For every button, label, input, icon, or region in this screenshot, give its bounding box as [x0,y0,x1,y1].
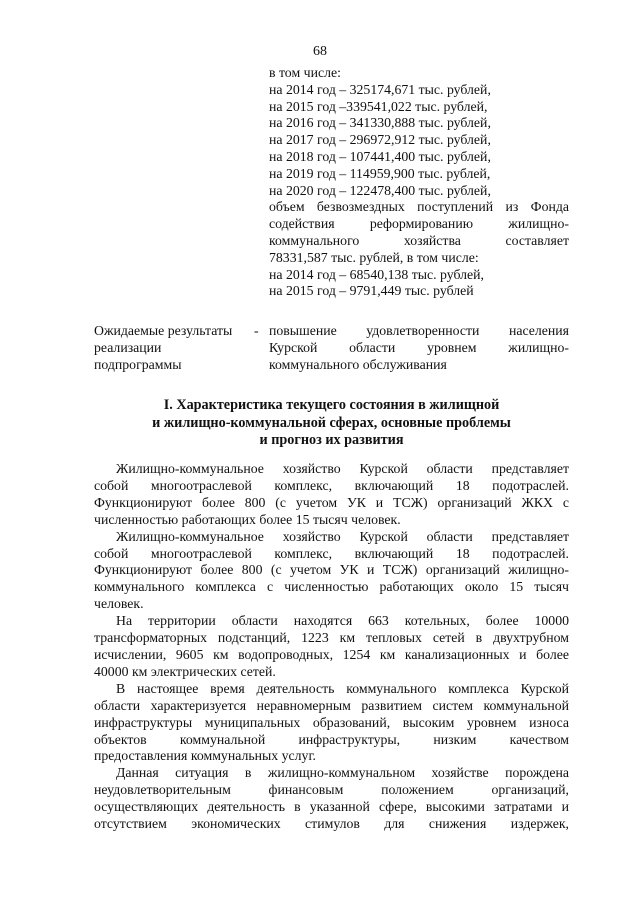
paragraph-line: отсутствием экономических стимулов для снижения издержек, [94,816,569,832]
paragraph [94,681,569,766]
paragraph [94,529,569,614]
funding-line-2018: на 2018 год – 107441,400 тыс. рублей, [269,148,491,164]
value-line: коммунального обслуживания [269,356,447,372]
fund-text-line: содействия реформированию жилищно- [269,216,569,232]
fund-line-2014: на 2014 год – 68540,138 тыс. рублей, [269,266,484,282]
paragraph-line: области характеризуется неравномерным развитием систем коммунальной [94,697,569,713]
paragraph-line: Жилищно-коммунальное хозяйство Курской области представляет [116,528,569,544]
heading-line: I. Характеристика текущего состояния в жилищной [163,397,500,413]
paragraph-line: предоставления коммунальных услуг. [94,748,316,764]
expected-results-label [94,323,264,373]
paragraph-line: 40000 км электрических сетей. [94,663,276,679]
funding-line: в том числе: [269,65,341,80]
paragraph-line: В настоящее время деятельность коммунального комплекса Курской [116,680,569,696]
paragraph-line: Жилищно-коммунальное хозяйство Курской области представляет [116,461,569,476]
paragraph-line: коммунального комплекса с численностью работающих около 15 тысяч [94,579,569,595]
fund-text-line: объем безвозмездных поступлений из Фонда [269,199,569,215]
funding-line-2016: на 2016 год – 341330,888 тыс. рублей, [269,115,491,131]
funding-line-2020: на 2020 год – 122478,400 тыс. рублей, [269,182,491,198]
label-line: подпрограммы [94,356,182,372]
paragraph [94,613,569,681]
paragraph-line: численностью работающих более 15 тысяч человек. [94,511,401,527]
body-text [94,461,569,833]
value-line: повышение удовлетворенности населения [269,323,569,338]
fund-text-line: коммунального хозяйства составляет [269,232,569,248]
paragraph [94,765,569,833]
paragraph-line: собой многоотраслевой комплекс, включающий 18 подотраслей. [94,545,569,561]
funding-line-2019: на 2019 год – 114959,900 тыс. рублей, [269,165,491,181]
paragraph-line: На территории области находятся 663 котельных, более 10000 [116,613,569,629]
expected-results-value [269,323,569,373]
section-heading [94,397,569,450]
paragraph-line: Функционируют более 800 (с учетом УК и ТСЖ) организаций жилищно- [94,562,569,578]
paragraph-line: человек. [94,596,144,612]
paragraph-line: инфраструктуры муниципальных образований, высоким уровнем износа [94,714,569,730]
funding-line-2014: на 2014 год – 325174,671 тыс. рублей, [269,81,491,97]
paragraph-line: исчислении, 9605 км водопроводных, 1254 км канализационных и более [94,646,569,662]
page-number: 68 [313,44,327,59]
value-line: Курской области уровнем жилищно- [269,339,569,355]
paragraph-line: объектов коммунальной инфраструктуры, низким качеством [94,731,569,747]
funding-line-2015: на 2015 год –339541,022 тыс. рублей, [269,98,488,114]
paragraph [94,461,569,529]
label-dash: - [254,323,259,338]
paragraph-line: Функционируют более 800 (с учетом УК и ТСЖ) организаций ЖКХ с [94,494,569,510]
paragraph-line: осуществляющих деятельность в указанной сфере, высокими затратами и [94,799,569,815]
fund-line-2015: на 2015 год – 9791,449 тыс. рублей [269,283,474,299]
label-line: Ожидаемые результаты [94,323,233,338]
paragraph-line: неудовлетворительным финансовым положением организаций, [94,782,569,798]
funding-line-2017: на 2017 год – 296972,912 тыс. рублей, [269,132,491,148]
paragraph-line: Данная ситуация в жилищно-коммунальном хозяйстве порождена [116,765,569,781]
paragraph-line: трансформаторных подстанций, 1223 км тепловых сетей в двухтрубном [94,630,569,646]
paragraph-line: собой многоотраслевой комплекс, включающий 18 подотраслей. [94,477,569,493]
heading-line: и жилищно-коммунальной сферах, основные проблемы [152,414,511,431]
fund-total-line: 78331,587 тыс. рублей, в том числе: [269,249,479,265]
heading-line: и прогноз их развития [259,432,404,449]
funding-volume-block [269,65,569,300]
label-line: реализации [94,339,162,355]
